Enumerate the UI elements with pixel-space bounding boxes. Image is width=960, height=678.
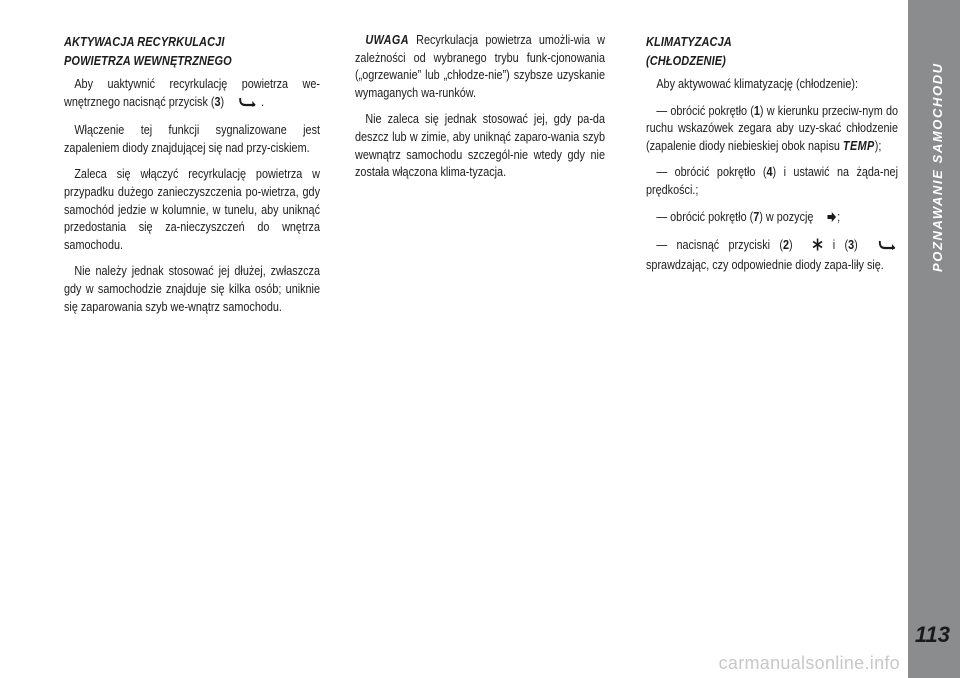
column-note [355,32,605,191]
ac-step-4-pre: — nacisnąć przyciski ( [656,238,783,253]
paragraph-activation: Aby uaktywnić recyrkulację powietrza we-wnętrznego nacisnąć przycisk (3) . [64,76,320,113]
ac-step-3-end: ; [837,209,841,224]
heading-line-2: POWIETRZA WEWNĘTRZNEGO [64,53,232,68]
ac-step-2-pre: — obrócić pokrętło ( [656,165,767,180]
ac-step-2 [646,164,898,199]
foot-vent-icon [816,211,837,229]
ac-step-3-post: ) w pozycję [759,209,817,224]
ac-step-4-mid3: ) [854,238,868,253]
ac-step-4 [646,237,898,274]
knob-number-1: 1 [753,103,760,118]
note-label: UWAGA [365,33,409,47]
ac-step-4-mid1: ) [789,238,802,253]
page-number: 113 [914,622,950,647]
note-paragraph-2: Nie zaleca się jednak stosować jej, gdy pa-da deszcz lub w zimie, aby uniknąć zaparo-wania szyb wewnątrz samochodu szczegól-nie wtedy gdy nie została włączona klima-tyzacja. [355,112,605,180]
column-air-conditioning [646,32,898,283]
ac-step-3 [646,209,898,229]
knob-number-7: 7 [753,209,760,224]
snowflake-icon [802,238,824,257]
heading-ac-line-2: (CHŁODZENIE) [646,53,726,68]
button-number: 3 [214,94,221,109]
button-number-3: 3 [848,238,855,253]
temp-label: TEMP [842,138,875,153]
recirculation-icon [227,96,258,114]
heading-recirculation [64,32,320,70]
note-paragraph-1 [355,32,605,102]
column-recirculation [64,32,320,325]
ac-step-1-end: ); [874,138,882,153]
recirculation-icon [867,239,898,257]
ac-intro: Aby aktywować klimatyzację (chłodzenie): [656,77,858,91]
section-title: POZNAWANIE SAMOCHODU [930,62,945,272]
ac-step-4-post: sprawdzając, czy odpowiednie diody zapa-liły się. [646,257,884,272]
ac-step-4-mid2: i ( [823,238,849,253]
button-number-2: 2 [782,238,790,253]
ac-step-3-pre: — obrócić pokrętło ( [656,209,754,224]
paragraph-activation-text: Aby uaktywnić recyrkulację powietrza we-wnętrznego nacisnąć przycisk ( [64,77,320,109]
watermark: carmanualsonline.info [718,653,900,673]
ac-step-1-post: ) w kierunku przeciw-nym do ruchu wskazówek zegara aby uzy-skać chłodzenie (zapalenie diody niebieskiej obok napisu [646,103,898,153]
paragraph-recommendation: Zaleca się włączyć recyrkulację powietrza w przypadku dużego zanieczyszczenia po-wietrza, gdy samochód jedzie w kolumnie, w tunelu, aby uniknąć przedostania się za-nieczyszczeń do wnętrza samochodu. [64,167,320,252]
section-sidebar [908,0,960,678]
note-text-1: Recyrkulacja powietrza umożli-wia w zależności od wybranego trybu funk-cjonowania („ogrzewanie” lub „chłodze-nie”) szybsze uzyskanie wymaganych wa-runków. [355,33,606,100]
ac-step-2-post: ) i ustawić na żąda-nej prędkości.; [646,165,898,197]
heading-ac-line-1: KLIMATYZACJA [646,34,732,49]
heading-line-1: AKTYWACJA RECYRKULACJI [64,34,225,49]
paragraph-warning: Nie należy jednak stosować jej dłużej, zwłaszcza gdy w samochodzie znajduje się kilka osób; uniknie się zaparowania szyb we-wnątrz samochodu. [64,264,320,314]
paragraph-led: Włączenie tej funkcji sygnalizowane jest zapaleniem diody znajdującej się nad przy-ciskiem. [64,123,320,155]
knob-number-4: 4 [766,165,773,180]
heading-air-conditioning [646,32,898,70]
ac-step-1-pre: — obrócić pokrętło ( [656,103,754,118]
ac-step-1 [646,103,898,156]
